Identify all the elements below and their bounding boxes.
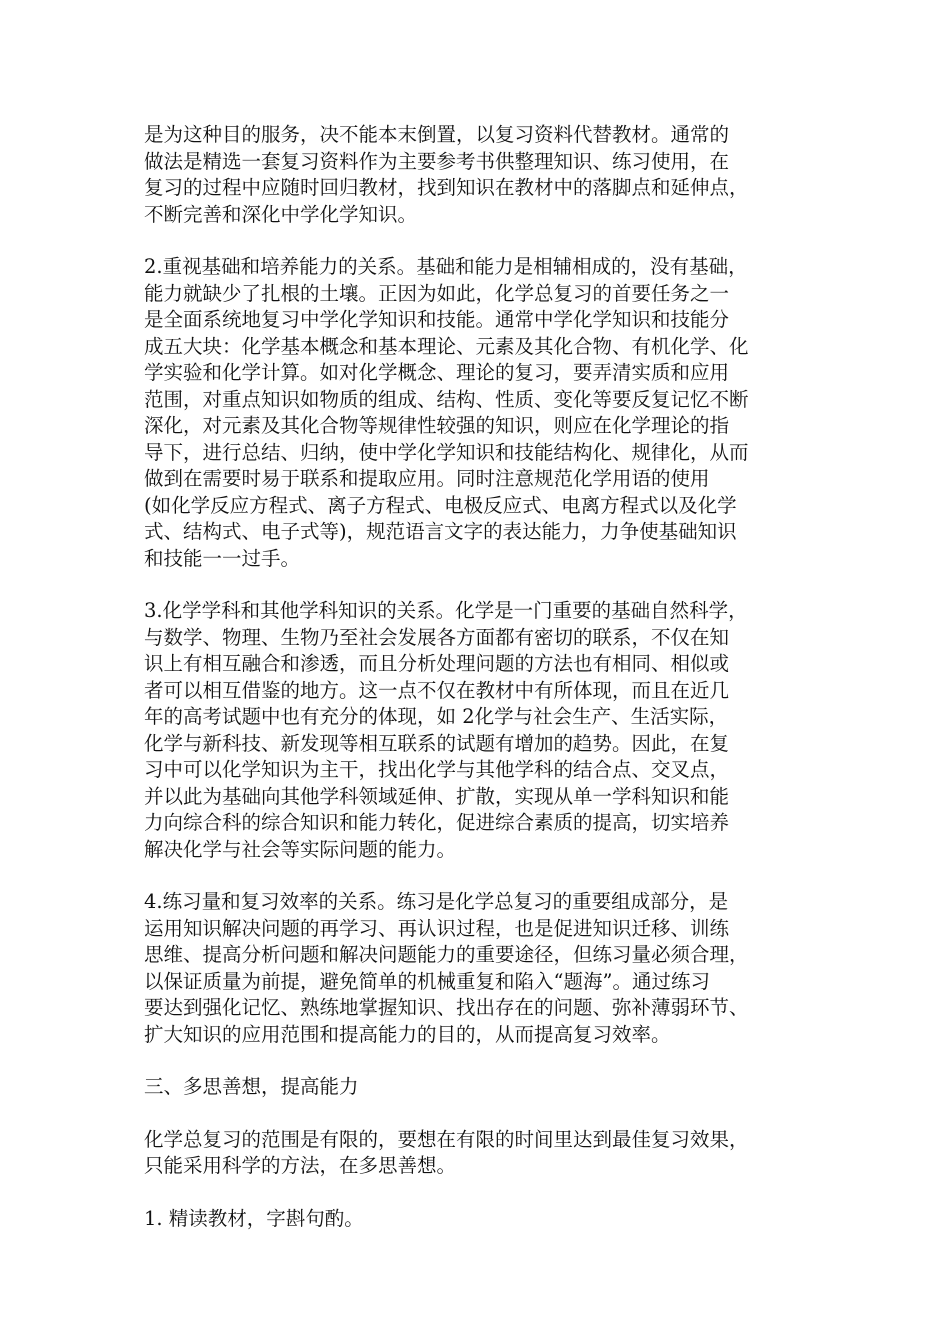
paragraph-basics-and-ability: 2.重视基础和培养能力的关系。基础和能力是相辅相成的，没有基础， 能力就缺少了扎根的土壤。正因为如此，化学总复习的首要任务之一 是全面系统地复习中学化学知识和技能。通常中学化学知识和技能分 成五大块：化学基本概念和基本理论、元素及其化合物、有机化学、化 学实验和化学计算。如对化学概念、理论的复习，要弄清实质和应用 范围，对重点知识如物质的组成、结构、性质、变化等要反复记忆不断 深化，对元素及其化合物等规律性较强的知识，则应在化学理论的指 导下，进行总结、归纳，使中学化学知识和技能结构化、规律化，从而 做到在需要时易于联系和提取应用。同时注意规范化学用语的使用 (如化学反应方程式、离子方程式、电极反应式、电离方程式以及化学 式、结构式、电子式等)，规范语言文字的表达能力，力争使基础知识 和技能一一过手。 <box>144 255 749 570</box>
document-page <box>144 122 814 1258</box>
paragraph-practice-efficiency: 4.练习量和复习效率的关系。练习是化学总复习的重要组成部分，是 运用知识解决问题的再学习、再认识过程，也是促进知识迁移、训练 思维、提高分析问题和解决问题能力的重要途径，但练习量必须合理， 以保证质量为前提，避免简单的机械重复和陷入“题海”。通过练习 要达到强化记忆、熟练地掌握知识、找出存在的问题、弥补薄弱环节、 扩大知识的应用范围和提高能力的目的，从而提高复习效率。 <box>144 890 749 1046</box>
list-item-read-textbook: 1. 精读教材，字斟句酌。 <box>144 1206 364 1230</box>
paragraph-scope: 化学总复习的范围是有限的，要想在有限的时间里达到最佳复习效果， 只能采用科学的方法，在多思善想。 <box>144 1127 749 1177</box>
paragraph-intro: 是为这种目的服务，决不能本末倒置，以复习资料代替教材。通常的 做法是精选一套复习资料作为主要参考书供整理知识、练习使用，在 复习的过程中应随时回归教材，找到知识在教材中的落脚点和延伸点， 不断完善和深化中学化学知识。 <box>144 123 749 226</box>
section-heading: 三、多思善想，提高能力 <box>144 1075 359 1098</box>
paragraph-cross-subject: 3.化学学科和其他学科知识的关系。化学是一门重要的基础自然科学， 与数学、物理、生物乃至社会发展各方面都有密切的联系，不仅在知 识上有相互融合和渗透，而且分析处理问题的方法也有相同、相似或 者可以相互借鉴的地方。这一点不仅在教材中有所体现，而且在近几 年的高考试题中也有充分的体现，如 2化学与社会生产、生活实际， 化学与新科技、新发现等相互联系的试题有增加的趋势。因此，在复 习中可以化学知识为主干，找出化学与其他学科的结合点、交叉点， 并以此为基础向其他学科领域延伸、扩散，实现从单一学科知识和能 力向综合科的综合知识和能力转化，促进综合素质的提高，切实培养 解决化学与社会等实际问题的能力。 <box>144 599 748 861</box>
